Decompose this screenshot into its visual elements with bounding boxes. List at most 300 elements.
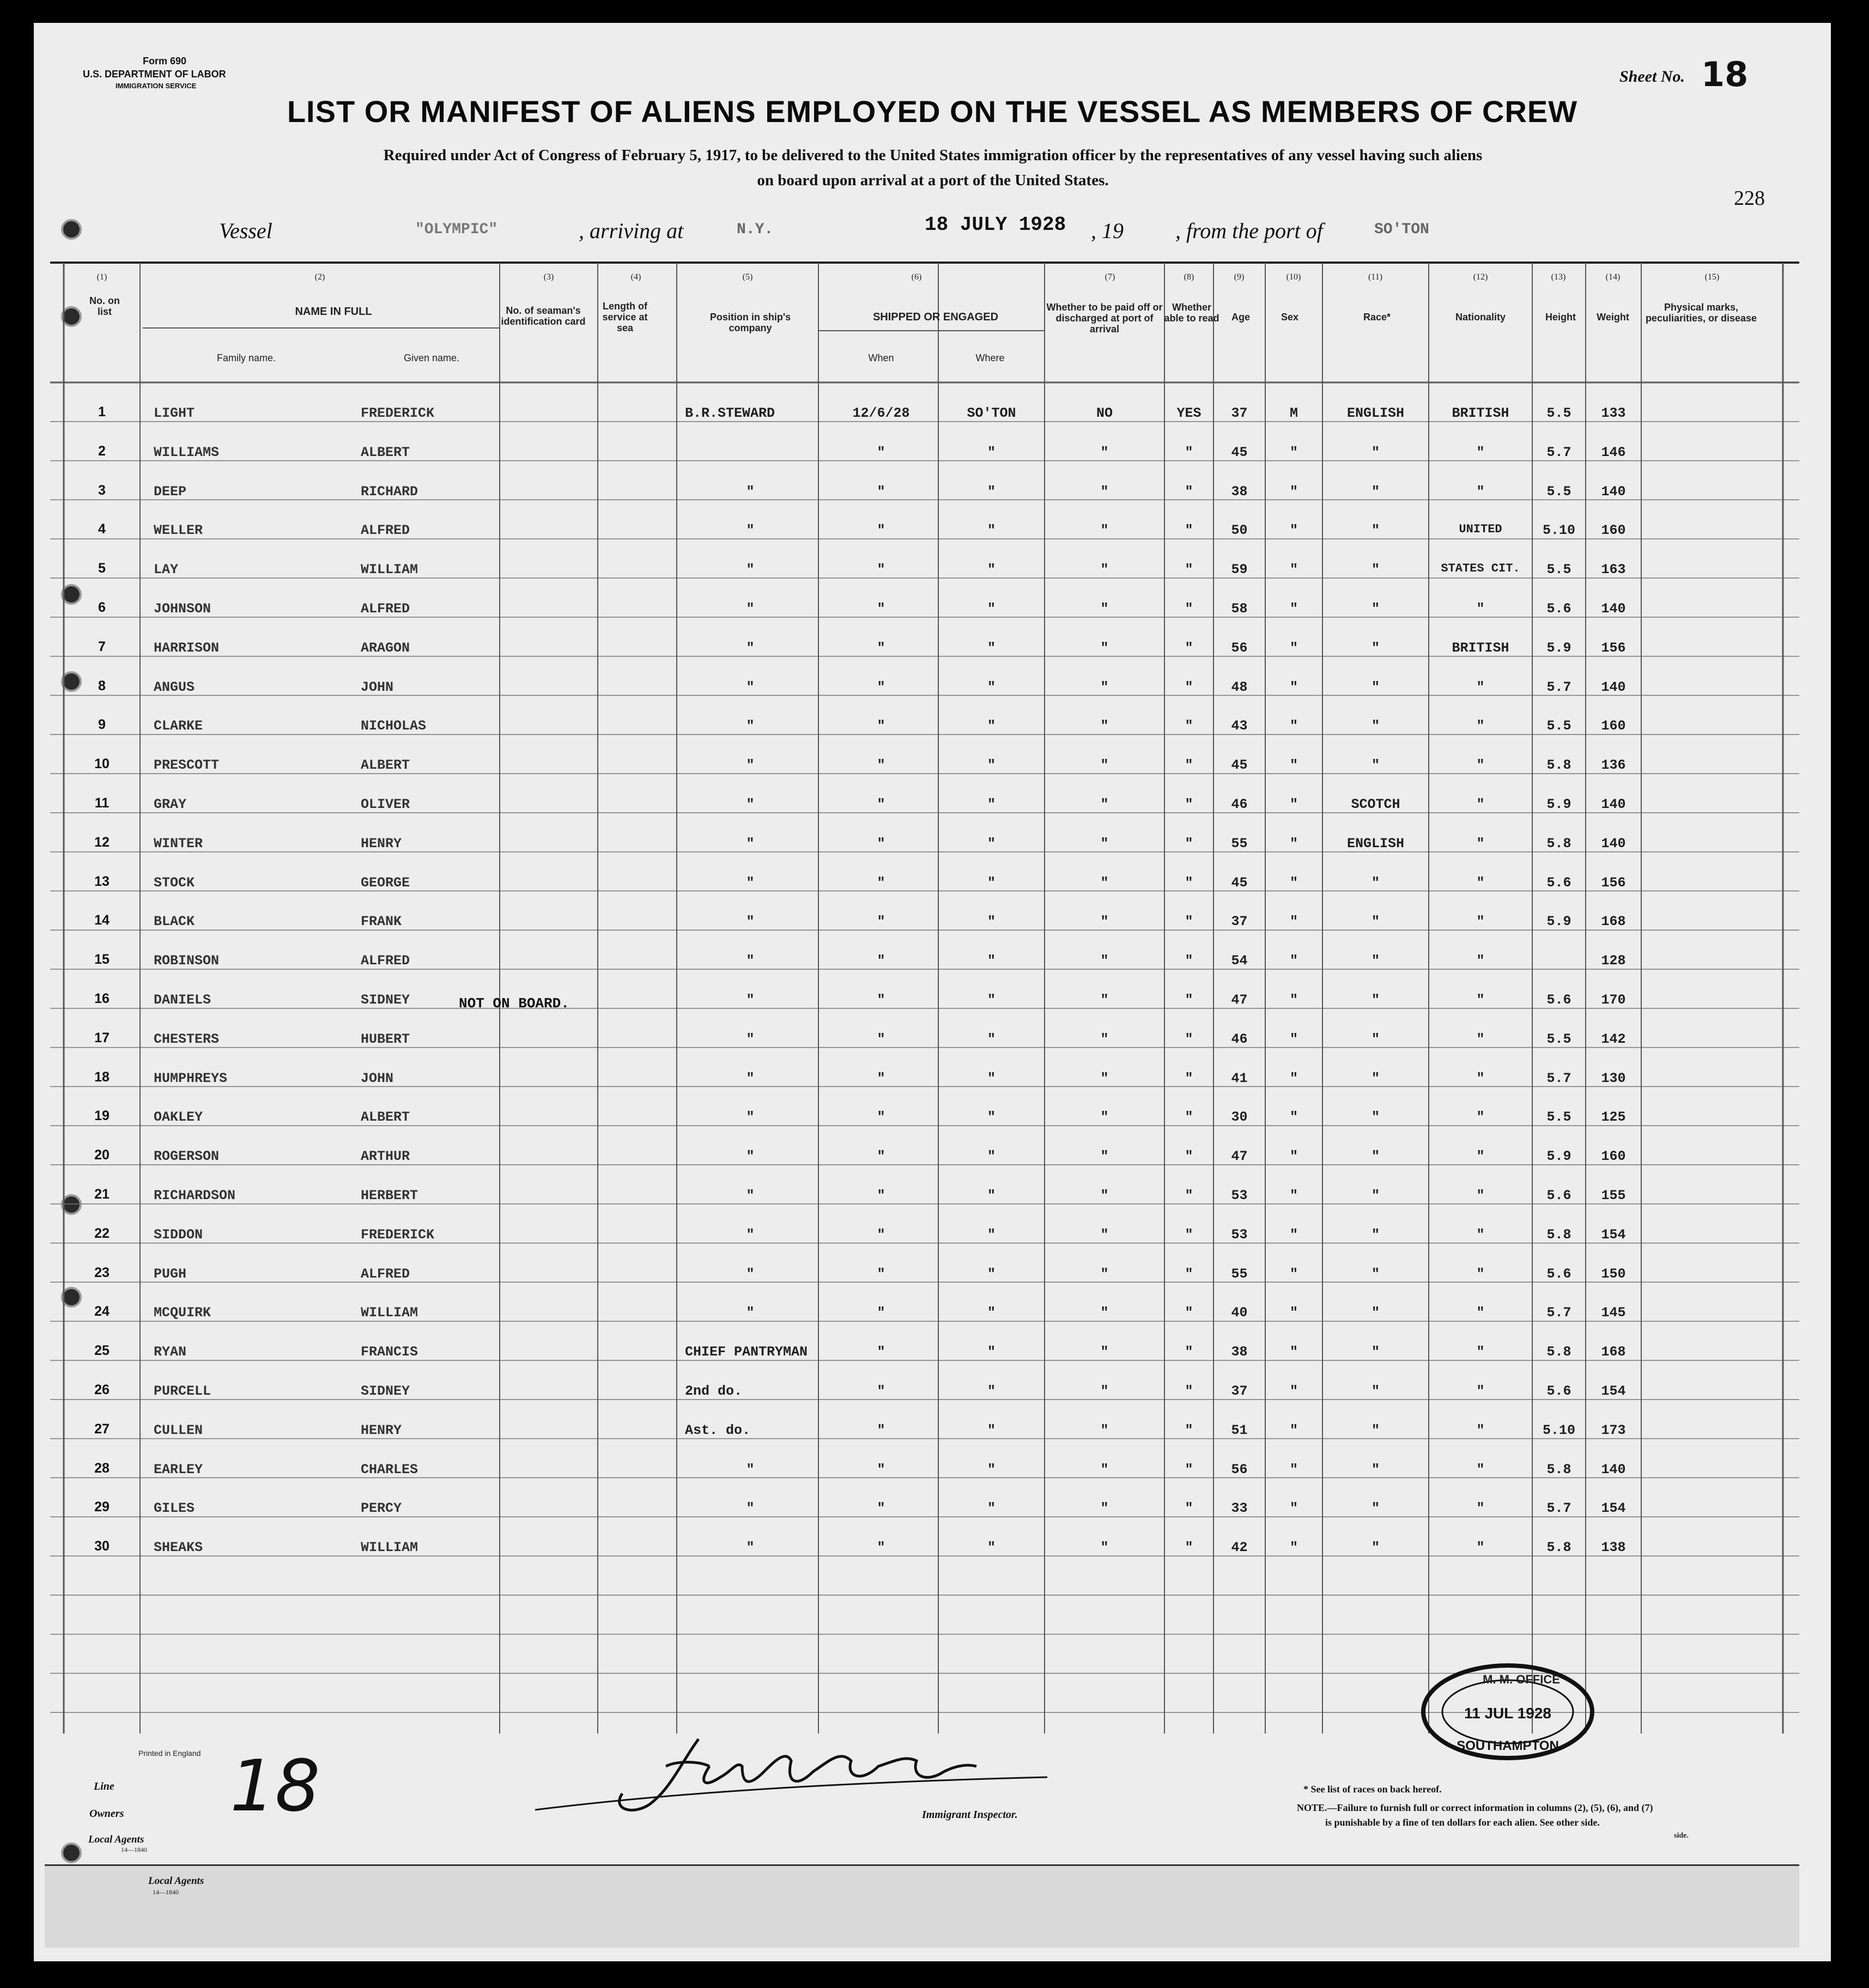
cell-race: " (1371, 1305, 1380, 1321)
arrival-date: 18 JULY 1928 (925, 214, 1066, 236)
cell-read: " (1185, 1422, 1193, 1438)
row-number: 25 (94, 1343, 110, 1359)
cell-read: " (1185, 1226, 1193, 1243)
column-number: (12) (1473, 272, 1488, 282)
cell-read: " (1185, 1383, 1193, 1399)
cell-height: 5.8 (1546, 1461, 1571, 1478)
cell-nationality: " (1476, 835, 1485, 852)
cell-weight: 150 (1601, 1266, 1626, 1282)
cell-weight: 140 (1601, 797, 1626, 812)
cell-age: 43 (1231, 718, 1248, 734)
inspector-label: Immigrant Inspector. (922, 1809, 1018, 1821)
cell-weight: 173 (1601, 1422, 1626, 1438)
cell-family: ANGUS (154, 679, 195, 695)
cell-race: ENGLISH (1346, 405, 1405, 421)
cell-paid: " (1100, 1109, 1109, 1126)
header-weight: Weight (1597, 312, 1629, 323)
row-number: 10 (94, 756, 110, 772)
cell-when: " (877, 1226, 885, 1243)
cell-where: " (987, 953, 996, 969)
line-label: Line (94, 1780, 114, 1792)
cell-when: " (877, 797, 885, 812)
cell-sex: " (1289, 522, 1298, 539)
vessel-label: Vessel (219, 218, 272, 243)
cell-when: " (877, 1305, 885, 1321)
cell-sex: " (1289, 679, 1298, 695)
cell-sex: " (1289, 1383, 1298, 1399)
cell-given: ALFRED (361, 522, 410, 539)
cell-when: " (877, 835, 885, 852)
cell-weight: 138 (1601, 1540, 1626, 1556)
cell-position: " (746, 1540, 755, 1556)
form-number: Form 690 (142, 56, 186, 66)
cell-paid: " (1100, 1422, 1109, 1438)
cell-where: " (987, 444, 996, 460)
cell-position: " (746, 601, 755, 617)
header-race: Race* (1363, 312, 1391, 323)
cell-when: " (877, 1500, 885, 1517)
cell-where: " (987, 1383, 996, 1399)
cell-weight: 125 (1601, 1109, 1626, 1126)
cell-position: " (746, 1188, 755, 1203)
row-number: 8 (98, 678, 106, 694)
cell-paid: " (1100, 1188, 1109, 1203)
cell-age: 38 (1231, 1344, 1248, 1360)
row-number: 14 (94, 913, 110, 928)
cell-when: " (877, 1461, 885, 1478)
cell-family: HUMPHREYS (154, 1070, 228, 1086)
cell-family: SHEAKS (154, 1540, 203, 1556)
year-label: , 19 (1091, 218, 1124, 243)
cell-nationality: " (1476, 1070, 1485, 1086)
header-when: When (868, 352, 894, 363)
note-line2: is punishable by a fine of ten dollars for each alien. See other side. (1325, 1817, 1600, 1828)
cell-given: ALFRED (361, 1266, 410, 1282)
cell-family: CULLEN (154, 1422, 203, 1438)
cell-when: " (877, 953, 885, 969)
cell-race: " (1371, 757, 1380, 774)
vessel-name: "OLYMPIC" (415, 221, 498, 238)
cell-where: " (987, 757, 996, 774)
cell-family: EARLEY (154, 1461, 203, 1478)
cell-paid: " (1100, 1305, 1109, 1321)
cell-height: 5.5 (1546, 483, 1571, 500)
cell-paid: " (1100, 1266, 1109, 1282)
cell-position: " (746, 757, 755, 774)
cell-nationality: " (1476, 483, 1485, 500)
cell-paid: " (1100, 1226, 1109, 1243)
cell-race: " (1371, 718, 1380, 734)
header-able-read: Whether able to read (1164, 302, 1219, 324)
column-number: (14) (1605, 272, 1621, 282)
cell-read: " (1185, 1148, 1193, 1165)
cell-where: " (987, 522, 996, 539)
cell-age: 50 (1231, 522, 1248, 539)
cell-read: " (1185, 1305, 1193, 1321)
column-number: (5) (742, 272, 753, 282)
header-sex: Sex (1281, 312, 1299, 323)
stamp-bottom-text: SOUTHAMPTON (1457, 1738, 1559, 1753)
cell-paid: " (1100, 874, 1109, 891)
column-number: (9) (1234, 272, 1245, 282)
cell-read: " (1185, 522, 1193, 539)
cell-when: " (877, 483, 885, 500)
page-title: LIST OR MANIFEST OF ALIENS EMPLOYED ON THE VESSEL AS MEMBERS OF CREW (287, 94, 1578, 129)
handwritten-sheet-number: 18 (230, 1744, 320, 1827)
stamp-date: 11 JUL 1928 (1464, 1705, 1551, 1722)
cell-sex: " (1289, 1305, 1298, 1321)
cell-read: YES (1176, 405, 1202, 421)
cell-nationality: " (1476, 797, 1485, 812)
row-number: 23 (94, 1264, 110, 1280)
cell-height: 5.7 (1546, 1500, 1571, 1517)
row-number: 16 (94, 991, 110, 1006)
cell-family: RYAN (154, 1344, 187, 1360)
cell-nationality: " (1476, 757, 1485, 774)
cell-age: 55 (1231, 835, 1248, 852)
cell-race: " (1371, 562, 1380, 578)
cell-sex: " (1289, 1422, 1298, 1438)
cell-when: " (877, 1266, 885, 1282)
cell-when: " (877, 679, 885, 695)
cell-given: CHARLES (361, 1461, 418, 1478)
cell-height: 5.10 (1542, 522, 1575, 539)
cell-when: " (877, 1148, 885, 1165)
cell-height: 5.8 (1546, 757, 1571, 774)
cell-where: " (987, 874, 996, 891)
cell-family: RICHARDSON (154, 1188, 236, 1203)
row-number: 26 (94, 1382, 110, 1397)
cell-read: " (1185, 718, 1193, 734)
column-number: (1) (96, 272, 107, 282)
cell-given: SIDNEY (361, 992, 410, 1008)
cell-weight: 140 (1601, 483, 1626, 500)
cell-paid: " (1100, 562, 1109, 578)
cell-family: LAY (154, 562, 179, 578)
cell-age: 51 (1231, 1422, 1248, 1438)
cell-nationality: " (1476, 1540, 1485, 1556)
cell-position: " (746, 874, 755, 891)
cell-nationality: STATES CIT. (1441, 562, 1520, 576)
cell-read: " (1185, 1188, 1193, 1203)
cell-read: " (1185, 953, 1193, 969)
note-line1: NOTE.—Failure to furnish full or correct information in columns (2), (5), (6), and (7) (1297, 1802, 1653, 1813)
cell-nationality: UNITED (1459, 522, 1502, 537)
cell-height: 5.6 (1546, 874, 1571, 891)
cell-where: " (987, 1226, 996, 1243)
cell-weight: 142 (1601, 1031, 1626, 1047)
cell-read: " (1185, 1540, 1193, 1556)
row-number: 17 (94, 1030, 110, 1045)
cell-race: " (1371, 1148, 1380, 1165)
cell-position: " (746, 992, 755, 1008)
cell-paid: " (1100, 1031, 1109, 1047)
cell-family: MCQUIRK (154, 1305, 211, 1321)
cell-when: " (877, 914, 885, 930)
cell-race: " (1371, 640, 1380, 656)
cell-sex: " (1289, 1148, 1298, 1165)
cell-nationality: " (1476, 1344, 1485, 1360)
cell-nationality: " (1476, 1031, 1485, 1047)
cell-age: 56 (1231, 1461, 1248, 1478)
cell-height: 5.6 (1546, 601, 1571, 617)
cell-paid: " (1100, 953, 1109, 969)
cell-given: ARAGON (361, 640, 410, 656)
printed-in: Printed in England (138, 1749, 201, 1758)
cell-family: BLACK (154, 914, 195, 930)
cell-position: " (746, 914, 755, 930)
header-shipped: SHIPPED OR ENGAGED (872, 311, 999, 323)
cell-family: PUGH (154, 1266, 187, 1282)
header-nationality: Nationality (1455, 312, 1506, 323)
cell-when: " (877, 1070, 885, 1086)
cell-given: WILLIAM (361, 1540, 418, 1556)
header-no-on-list: No. on list (89, 295, 120, 317)
cell-given: HERBERT (361, 1188, 418, 1203)
cell-sex: " (1289, 953, 1298, 969)
cell-weight: 140 (1601, 1461, 1626, 1478)
cell-race: " (1371, 1500, 1380, 1517)
cell-nationality: " (1476, 1266, 1485, 1282)
cell-age: 33 (1231, 1500, 1248, 1517)
cell-where: " (987, 1188, 996, 1203)
cell-weight: 146 (1601, 444, 1626, 460)
cell-family: DANIELS (154, 992, 211, 1008)
cell-position: " (746, 1500, 755, 1517)
cell-read: " (1185, 601, 1193, 617)
cell-race: " (1371, 1070, 1380, 1086)
cell-position: Ast. do. (685, 1422, 751, 1438)
cell-height: 5.6 (1546, 1266, 1571, 1282)
cell-height: 5.10 (1542, 1422, 1575, 1438)
row-number: 30 (94, 1539, 110, 1554)
cell-read: " (1185, 483, 1193, 500)
cell-sex: " (1289, 1266, 1298, 1282)
header-position: Position in ship's company (709, 312, 791, 333)
cell-when: " (877, 1031, 885, 1047)
row-number: 9 (98, 717, 106, 733)
cell-weight: 170 (1601, 992, 1626, 1008)
cell-family: PRESCOTT (154, 757, 220, 774)
cell-when: " (877, 757, 885, 774)
cell-nationality: " (1476, 601, 1485, 617)
row-number: 7 (98, 639, 106, 654)
row-number: 2 (98, 443, 106, 459)
cell-where: " (987, 1344, 996, 1360)
cell-sex: " (1289, 992, 1298, 1008)
cell-where: " (987, 1461, 996, 1478)
cell-weight: 154 (1601, 1226, 1626, 1243)
cell-weight: 160 (1601, 718, 1626, 734)
cell-read: " (1185, 1461, 1193, 1478)
cell-nationality: " (1476, 874, 1485, 891)
column-number: (11) (1368, 272, 1383, 282)
cell-height: 5.7 (1546, 1070, 1571, 1086)
agents-code-2: 14—1840 (153, 1888, 179, 1896)
cell-given: HUBERT (361, 1031, 410, 1047)
cell-paid: " (1100, 1148, 1109, 1165)
cell-paid: " (1100, 992, 1109, 1008)
cell-sex: " (1289, 1344, 1298, 1360)
cell-given: NICHOLAS (361, 718, 427, 734)
cell-race: " (1371, 874, 1380, 891)
row-number: 27 (94, 1421, 110, 1437)
cell-nationality: " (1476, 444, 1485, 460)
cell-age: 58 (1231, 601, 1248, 617)
cell-height: 5.7 (1546, 444, 1571, 460)
cell-read: " (1185, 1031, 1193, 1047)
cell-paid: " (1100, 757, 1109, 774)
underlying-sheet (45, 1864, 1799, 1948)
column-number: (6) (911, 272, 922, 282)
cell-when: " (877, 1383, 885, 1399)
cell-given: ALFRED (361, 601, 410, 617)
cell-position: " (746, 1266, 755, 1282)
cell-age: 37 (1231, 405, 1248, 421)
cell-paid: " (1100, 797, 1109, 812)
cell-height: 5.8 (1546, 835, 1571, 852)
cell-nationality: " (1476, 1148, 1485, 1165)
cell-race: " (1371, 1188, 1380, 1203)
header-family-name: Family name. (216, 352, 276, 363)
header-where: Where (975, 352, 1005, 363)
cell-race: " (1371, 1422, 1380, 1438)
sheet-number: 18 (1701, 54, 1749, 94)
cell-read: " (1185, 1266, 1193, 1282)
cell-given: PERCY (361, 1500, 402, 1517)
cell-height: 5.6 (1546, 1188, 1571, 1203)
cell-where: " (987, 835, 996, 852)
cell-family: WINTER (154, 835, 203, 852)
cell-paid: " (1100, 601, 1109, 617)
header-age: Age (1231, 312, 1250, 323)
cell-age: 46 (1231, 1031, 1248, 1047)
cell-age: 56 (1231, 640, 1248, 656)
cell-sex: " (1289, 874, 1298, 891)
cell-position: " (746, 640, 755, 656)
column-number: (3) (543, 272, 554, 282)
cell-where: " (987, 562, 996, 578)
cell-race: " (1371, 1109, 1380, 1126)
from-label: , from the port of (1175, 218, 1323, 243)
cell-family: STOCK (154, 874, 195, 891)
cell-where: " (987, 679, 996, 695)
cell-height: 5.5 (1546, 718, 1571, 734)
row-number: 15 (94, 952, 110, 968)
header-name-in-full: NAME IN FULL (295, 306, 372, 318)
cell-age: 47 (1231, 992, 1248, 1008)
cell-read: " (1185, 1070, 1193, 1086)
row-number: 6 (98, 600, 106, 615)
cell-where: " (987, 483, 996, 500)
cell-where: " (987, 1070, 996, 1086)
cell-when: " (877, 718, 885, 734)
cell-read: " (1185, 640, 1193, 656)
cell-where: " (987, 914, 996, 930)
cell-weight: 168 (1601, 1344, 1626, 1360)
cell-position: " (746, 679, 755, 695)
cell-height: 5.5 (1546, 1109, 1571, 1126)
row-number: 21 (94, 1187, 110, 1202)
row-number: 29 (94, 1499, 110, 1515)
cell-when: " (877, 1188, 885, 1203)
cell-age: 53 (1231, 1226, 1248, 1243)
cell-race: " (1371, 1031, 1380, 1047)
cell-position: " (746, 483, 755, 500)
cell-weight: 140 (1601, 601, 1626, 617)
cell-position: 2nd do. (685, 1383, 743, 1399)
cell-read: " (1185, 444, 1193, 460)
cell-where: " (987, 1266, 996, 1282)
cell-height: 5.8 (1546, 1540, 1571, 1556)
cell-race: " (1371, 601, 1380, 617)
cell-position: " (746, 953, 755, 969)
cell-given: FREDERICK (361, 1226, 435, 1243)
cell-nationality: " (1476, 953, 1485, 969)
agents-label-2: Local Agents (148, 1875, 204, 1887)
cell-family: LIGHT (154, 405, 195, 421)
cell-sex: " (1289, 1500, 1298, 1517)
column-number: (13) (1551, 272, 1566, 282)
row-number: 24 (94, 1304, 110, 1320)
cell-position: B.R.STEWARD (685, 405, 775, 421)
arriving-label: , arriving at (579, 218, 684, 243)
cell-when: " (877, 1344, 885, 1360)
subtitle-line1: Required under Act of Congress of February 5, 1917, to be delivered to the United States immigration officer by the representatives of any vessel having such aliens (383, 147, 1483, 164)
cell-weight: 156 (1601, 640, 1626, 656)
cell-nationality: " (1476, 1188, 1485, 1203)
cell-when: " (877, 444, 885, 460)
cell-height: 5.9 (1546, 797, 1571, 812)
cell-age: 45 (1231, 444, 1248, 460)
cell-paid: " (1100, 640, 1109, 656)
cell-age: 45 (1231, 874, 1248, 891)
page-number: 228 (1734, 187, 1765, 210)
races-note: * See list of races on back hereof. (1303, 1784, 1442, 1795)
cell-given: ALBERT (361, 757, 410, 774)
cell-age: 38 (1231, 483, 1248, 500)
column-number: (15) (1704, 272, 1720, 282)
cell-height: 5.6 (1546, 1383, 1571, 1399)
header-paid-off: Whether to be paid off or discharged at port of arrival (1046, 302, 1163, 335)
cell-position: " (746, 1070, 755, 1086)
cell-position: " (746, 1226, 755, 1243)
cell-family: SIDDON (154, 1226, 203, 1243)
cell-sex: " (1289, 1031, 1298, 1047)
row-number: 22 (94, 1225, 110, 1241)
row-number: 12 (94, 834, 110, 850)
cell-race: " (1371, 444, 1380, 460)
cell-position: " (746, 1109, 755, 1126)
subtitle-line2: on board upon arrival at a port of the United States. (757, 172, 1109, 189)
cell-read: " (1185, 562, 1193, 578)
stamp-top-text: M. M. OFFICE (1483, 1673, 1560, 1686)
cell-age: 41 (1231, 1070, 1248, 1086)
cell-nationality: " (1476, 1422, 1485, 1438)
cell-weight: 168 (1601, 914, 1626, 930)
row-number: 13 (94, 873, 110, 889)
row-number: 20 (94, 1147, 110, 1163)
cell-sex: " (1289, 1461, 1298, 1478)
cell-race: " (1371, 1540, 1380, 1556)
column-number: (8) (1184, 272, 1194, 282)
cell-age: 48 (1231, 679, 1248, 695)
cell-when: " (877, 992, 885, 1008)
cell-age: 55 (1231, 1266, 1248, 1282)
cell-where: " (987, 992, 996, 1008)
cell-family: PURCELL (154, 1383, 211, 1399)
cell-height: 5.5 (1546, 562, 1571, 578)
